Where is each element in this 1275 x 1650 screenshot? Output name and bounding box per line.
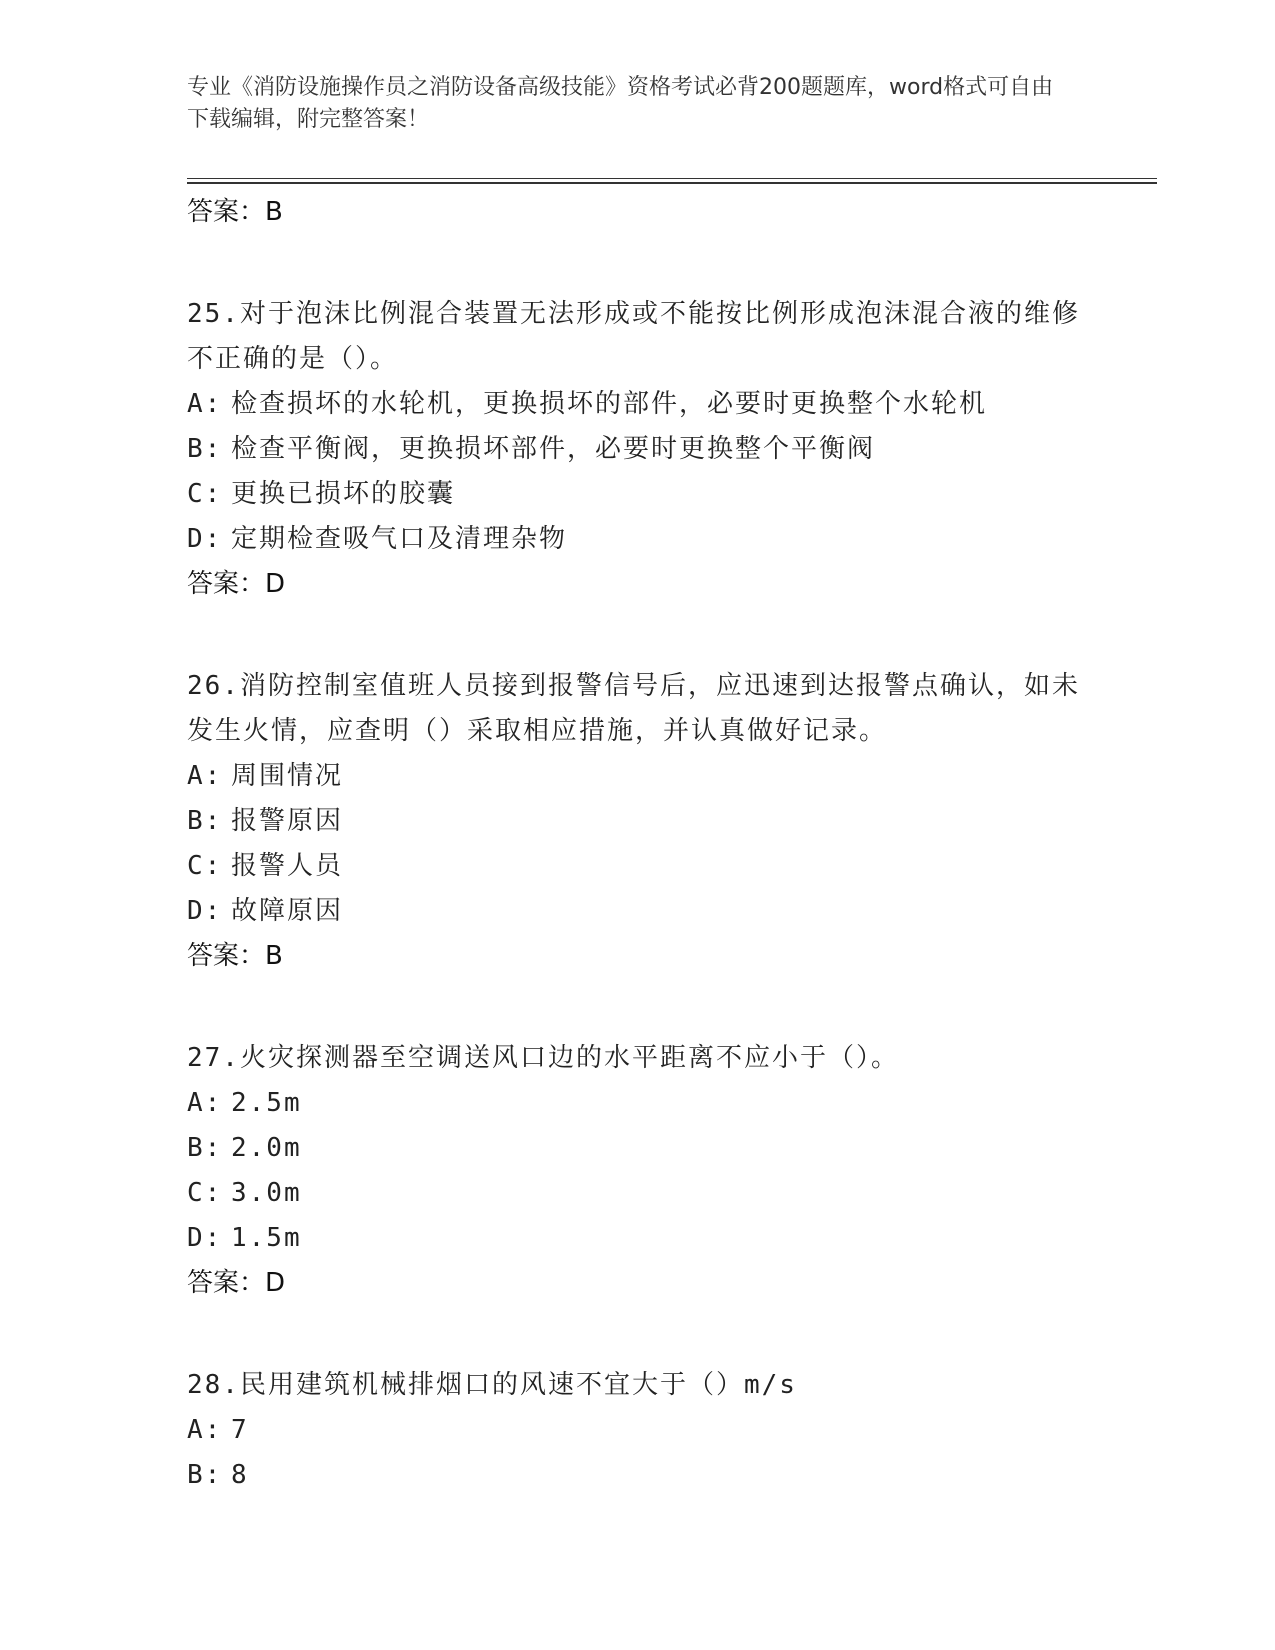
option-letter: D: xyxy=(187,1223,223,1253)
option-letter: A: xyxy=(187,1088,223,1118)
option-text: 报警原因 xyxy=(231,806,344,836)
answer-line: 答案：B xyxy=(187,197,283,227)
option-a xyxy=(187,1081,1087,1126)
option-a xyxy=(187,1408,1087,1453)
option-letter: B: xyxy=(187,806,223,836)
option-letter: C: xyxy=(187,1178,223,1208)
option-letter: D: xyxy=(187,524,223,554)
option-b xyxy=(187,427,1087,472)
option-text: 检查平衡阀，更换损坏部件，必要时更换整个平衡阀 xyxy=(231,434,876,464)
option-a xyxy=(187,382,1087,427)
question-stem: 26.消防控制室值班人员接到报警信号后，应迅速到达报警点确认，如未发生火情，应查明（）采取相应措施，并认真做好记录。 xyxy=(187,671,1080,746)
option-letter: C: xyxy=(187,479,223,509)
option-text: 更换已损坏的胶囊 xyxy=(231,479,456,509)
answer-line: 答案：B xyxy=(187,941,283,971)
option-letter: B: xyxy=(187,1460,223,1490)
option-c xyxy=(187,1171,1087,1216)
page-header: 专业《消防设施操作员之消防设备高级技能》资格考试必背200题题库，word格式可自由下载编辑，附完整答案！ xyxy=(187,75,1054,132)
option-text: 2.5m xyxy=(231,1088,302,1118)
option-letter: B: xyxy=(187,434,223,464)
question-item xyxy=(187,1036,1087,1305)
option-text: 7 xyxy=(231,1415,249,1445)
option-letter: A: xyxy=(187,761,223,791)
option-text: 报警人员 xyxy=(231,851,344,881)
answer-line: 答案：D xyxy=(187,1268,286,1298)
option-text: 故障原因 xyxy=(231,896,344,926)
option-text: 2.0m xyxy=(231,1133,302,1163)
option-b xyxy=(187,799,1087,844)
option-text: 定期检查吸气口及清理杂物 xyxy=(231,524,568,554)
question-item xyxy=(187,1363,1087,1498)
option-b xyxy=(187,1126,1087,1171)
option-letter: A: xyxy=(187,389,223,419)
option-d xyxy=(187,517,1087,562)
question-item xyxy=(187,292,1087,606)
question-stem: 27.火灾探测器至空调送风口边的水平距离不应小于（）。 xyxy=(187,1043,899,1073)
option-c xyxy=(187,472,1087,517)
option-text: 1.5m xyxy=(231,1223,302,1253)
option-text: 3.0m xyxy=(231,1178,302,1208)
option-letter: B: xyxy=(187,1133,223,1163)
question-item xyxy=(187,664,1087,978)
option-b xyxy=(187,1453,1087,1498)
option-c xyxy=(187,844,1087,889)
answer-line: 答案：D xyxy=(187,569,286,599)
option-text: 8 xyxy=(231,1460,249,1490)
option-letter: A: xyxy=(187,1415,223,1445)
option-letter: C: xyxy=(187,851,223,881)
header-divider xyxy=(187,178,1157,184)
option-a xyxy=(187,754,1087,799)
question-stem: 25.对于泡沫比例混合装置无法形成或不能按比例形成泡沫混合液的维修不正确的是（）。 xyxy=(187,299,1080,374)
option-text: 检查损坏的水轮机，更换损坏的部件，必要时更换整个水轮机 xyxy=(231,389,988,419)
option-text: 周围情况 xyxy=(231,761,344,791)
question-list xyxy=(187,190,1087,1498)
option-d xyxy=(187,889,1087,934)
option-letter: D: xyxy=(187,896,223,926)
option-d xyxy=(187,1216,1087,1261)
question-stem: 28.民用建筑机械排烟口的风速不宜大于（）m/s xyxy=(187,1370,797,1400)
